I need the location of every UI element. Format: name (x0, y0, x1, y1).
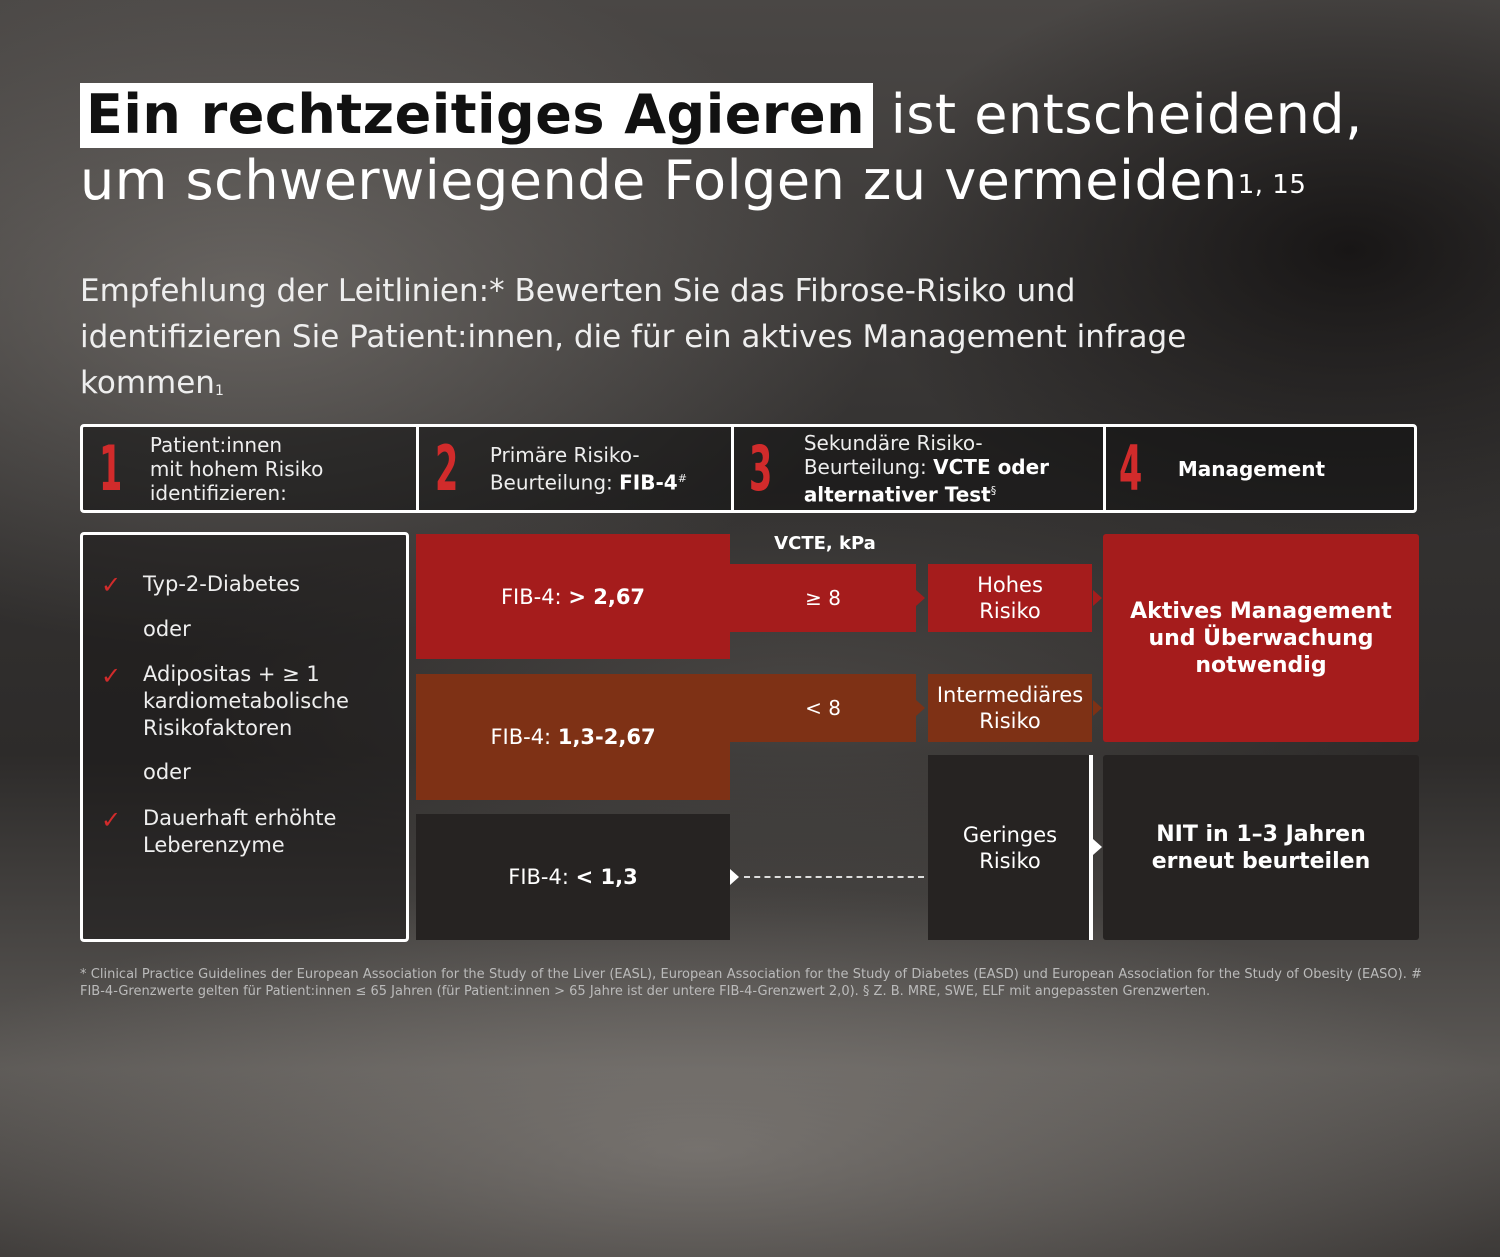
arrow-right-icon (916, 590, 925, 606)
step-2-line1: Primäre Risiko- (489, 442, 640, 467)
page-title (80, 82, 1363, 214)
risk-mid-box (928, 674, 1092, 742)
step-2 (435, 427, 731, 510)
management-active-box (1103, 534, 1419, 742)
management-nit-line2: erneut beurteilen (1151, 848, 1371, 874)
risk-mid-line2: Risiko (979, 709, 1041, 733)
title-superscript: 1, 15 (1237, 170, 1307, 200)
criteria-box (80, 532, 409, 942)
fib4-mid-box (416, 674, 730, 800)
risk-low-line1: Geringes (962, 822, 1058, 847)
fib4-low-label: FIB-4: (508, 865, 569, 889)
subtitle-superscript: 1 (214, 383, 224, 399)
title-rest: ist entscheidend, (890, 83, 1363, 146)
risk-low-box (928, 755, 1092, 940)
steps-header (80, 424, 1417, 513)
risk-high-line1: Hohes (977, 573, 1043, 597)
criterion-obesity-line1: Adipositas + ≥ 1 (143, 662, 320, 686)
arrow-right-icon (1093, 700, 1102, 716)
vcte-header: VCTE, kPa (774, 533, 876, 554)
vcte-low-band (730, 674, 916, 742)
step-1-line2: mit hohem Risiko (149, 456, 324, 481)
management-nit-line1: NIT in 1–3 Jahren (1156, 821, 1366, 847)
subtitle (80, 268, 1280, 406)
subtitle-text: Empfehlung der Leitlinien:* Bewerten Sie das Fibrose-Risiko und identifizieren Sie Patient:innen, die für ein aktives Management infrage kommen (80, 273, 1187, 401)
step-3 (749, 427, 1101, 510)
risk-high-line2: Risiko (979, 599, 1041, 623)
step-3-number: 3 (749, 431, 773, 505)
management-nit-box (1103, 755, 1419, 940)
criterion-obesity-line3: Risikofaktoren (143, 716, 293, 740)
header-divider (731, 427, 734, 510)
step-2-bold: FIB-4 (619, 470, 678, 495)
or-label: oder (143, 760, 191, 784)
checkmark-icon: ✓ (101, 806, 122, 834)
step-1 (99, 427, 415, 510)
criterion-diabetes: Typ-2-Diabetes (143, 572, 301, 596)
header-divider (1103, 427, 1106, 510)
step-3-line1: Sekundäre Risiko- (803, 430, 983, 455)
management-active-line3: notwendig (1195, 652, 1327, 678)
arrow-right-icon (730, 869, 739, 885)
criterion-liver-enzymes (143, 805, 336, 859)
arrow-right-icon (1093, 839, 1102, 855)
dashed-connector (744, 876, 924, 878)
step-2-sup: # (677, 471, 687, 485)
step-2-number: 2 (435, 431, 459, 505)
fib4-high-box (416, 534, 730, 659)
step-1-number: 1 (99, 431, 123, 505)
step-3-line3: alternativer Test (803, 482, 991, 507)
step-3-line2: Beurteilung: (803, 454, 934, 479)
arrow-right-icon (1093, 590, 1102, 606)
step-2-line2: Beurteilung: (489, 470, 620, 495)
title-highlight: Ein rechtzeitiges Agieren (80, 83, 873, 148)
management-active-line2: und Überwachung (1148, 625, 1374, 651)
fib4-mid-value: 1,3-2,67 (557, 725, 656, 749)
or-label: oder (143, 617, 191, 641)
fib4-high-label: FIB-4: (500, 584, 562, 609)
step-4-label: Management (1177, 456, 1326, 481)
header-divider (416, 427, 419, 510)
criterion-obesity (143, 661, 349, 742)
step-4 (1119, 427, 1409, 510)
management-active-line1: Aktives Management (1130, 598, 1392, 624)
step-3-bold: VCTE oder (933, 454, 1050, 479)
risk-mid-line1: Intermediäres (936, 683, 1084, 707)
risk-high-box (928, 564, 1092, 632)
fib4-low-box (416, 814, 730, 940)
fib4-mid-label: FIB-4: (490, 725, 552, 749)
risk-low-line2: Risiko (979, 848, 1041, 873)
checkmark-icon: ✓ (101, 662, 122, 690)
step-1-line1: Patient:innen (149, 432, 283, 457)
arrow-right-icon (916, 700, 925, 716)
step-3-sup: § (990, 483, 997, 497)
vcte-low-label: < 8 (805, 696, 841, 720)
step-4-number: 4 (1119, 431, 1143, 505)
criterion-liver-line2: Leberenzyme (143, 833, 285, 857)
criterion-obesity-line2: kardiometabolische (143, 689, 349, 713)
step-1-line3: identifizieren: (149, 480, 287, 505)
vcte-high-band (730, 564, 916, 632)
criterion-liver-line1: Dauerhaft erhöhte (143, 806, 337, 830)
footnote: * Clinical Practice Guidelines der European Association for the Study of the Liver (EASL), European Association for the Study of Diabetes (EASD) und European Association for the Study of Obesity (EASO). # FIB-4-Grenzwerte gelten für Patient:innen ≤ 65 Jahren (für Patient:innen > 65 Jahre ist der untere FIB-4-Grenzwert 2,0). § Z. B. MRE, SWE, ELF mit angepassten Grenzwerten. (80, 967, 1422, 999)
vcte-high-label: ≥ 8 (805, 586, 841, 610)
fib4-low-value: < 1,3 (575, 865, 638, 889)
title-line2: um schwerwiegende Folgen zu vermeiden (80, 149, 1238, 212)
fib4-high-value: > 2,67 (568, 584, 646, 609)
checkmark-icon: ✓ (101, 571, 122, 599)
